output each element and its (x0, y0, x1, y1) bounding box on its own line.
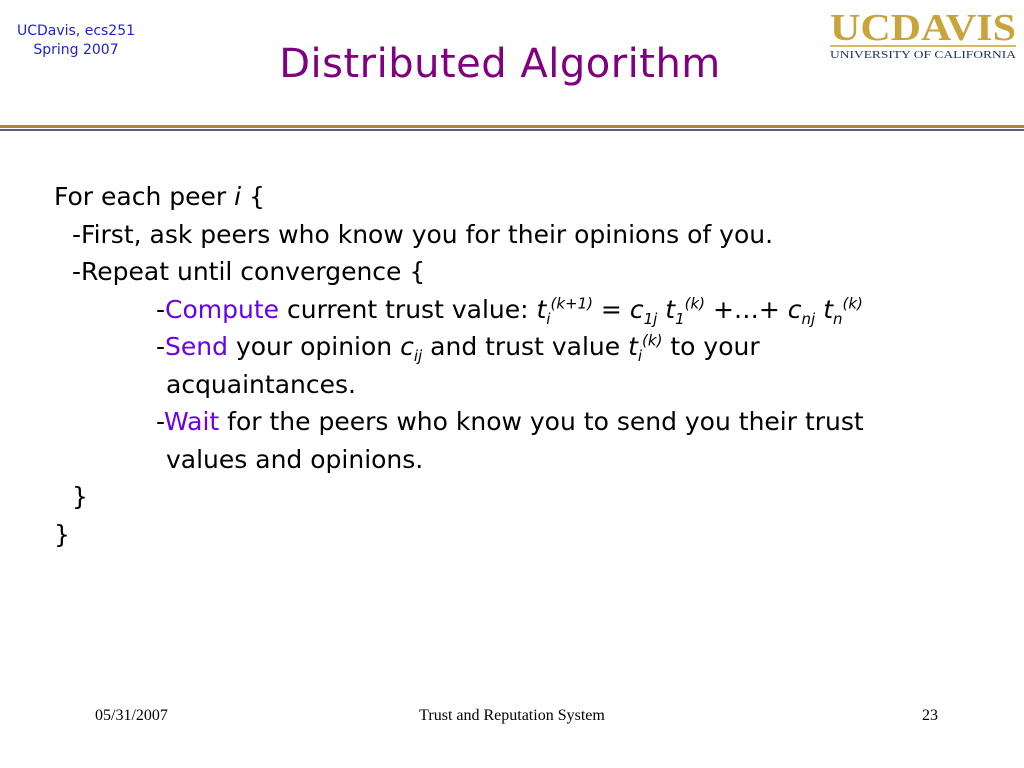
logo-subtext: UNIVERSITY OF CALIFORNIA (830, 49, 1017, 61)
f: 1 (675, 309, 685, 328)
text: for the peers who know you to send you their trust (219, 407, 864, 436)
f: n (833, 309, 843, 328)
f: t (536, 294, 547, 324)
f: c (629, 294, 644, 324)
course-line: UCDavis, ecs251 (16, 23, 136, 39)
step-send (54, 328, 1014, 366)
f: c (400, 332, 414, 361)
f: 1j (643, 309, 658, 328)
text: to your (662, 332, 760, 361)
f: (k) (684, 294, 705, 313)
logo-text: UCDAVIS (830, 7, 1016, 49)
keyword-wait: Wait (164, 407, 220, 436)
f: (k+1) (550, 294, 593, 313)
footer-title: Trust and Reputation System (419, 707, 605, 724)
f: nj (801, 309, 816, 328)
text: and trust value (422, 332, 629, 361)
f: (k) (642, 331, 663, 350)
f: ij (413, 347, 423, 365)
f: (k) (842, 294, 863, 313)
body-line-1 (54, 178, 1014, 216)
body-line-3: -Repeat until convergence { (72, 257, 426, 286)
close-brace-inner: } (72, 482, 88, 511)
f: t (665, 294, 676, 324)
trust-formula (536, 294, 863, 328)
slide-title: Distributed Algorithm (279, 41, 721, 87)
step-wait (54, 403, 1014, 441)
f: c (787, 294, 802, 324)
footer-date: 05/31/2007 (95, 707, 168, 724)
var-i: i (234, 182, 242, 211)
dash: - (156, 332, 166, 361)
text: { (241, 182, 265, 211)
step-send-cont: acquaintances. (166, 369, 356, 399)
keyword-send: Send (165, 332, 228, 361)
slide-body (54, 178, 1014, 553)
text: For each peer (54, 182, 235, 211)
term-line: Spring 2007 (33, 42, 119, 58)
f: t (823, 294, 833, 324)
header-rule-gold (0, 125, 1024, 128)
step-wait-cont: values and opinions. (166, 444, 424, 474)
text: your opinion (228, 332, 401, 361)
step-compute (54, 291, 1014, 329)
ucdavis-logo (828, 6, 1018, 62)
f: +…+ (705, 294, 788, 324)
keyword-compute: Compute (165, 294, 280, 324)
course-label (0, 22, 152, 60)
f: = (592, 294, 630, 324)
page-number: 23 (922, 707, 938, 724)
dash: - (156, 407, 165, 436)
body-line-2: -First, ask peers who know you for their opinions of you. (72, 219, 774, 249)
header-rule-dark (0, 129, 1024, 131)
f: i (546, 309, 551, 328)
dash: - (156, 294, 166, 324)
close-brace-outer: } (54, 519, 70, 549)
f: i (637, 347, 643, 365)
text: current trust value: (279, 294, 537, 324)
f: t (628, 332, 638, 361)
